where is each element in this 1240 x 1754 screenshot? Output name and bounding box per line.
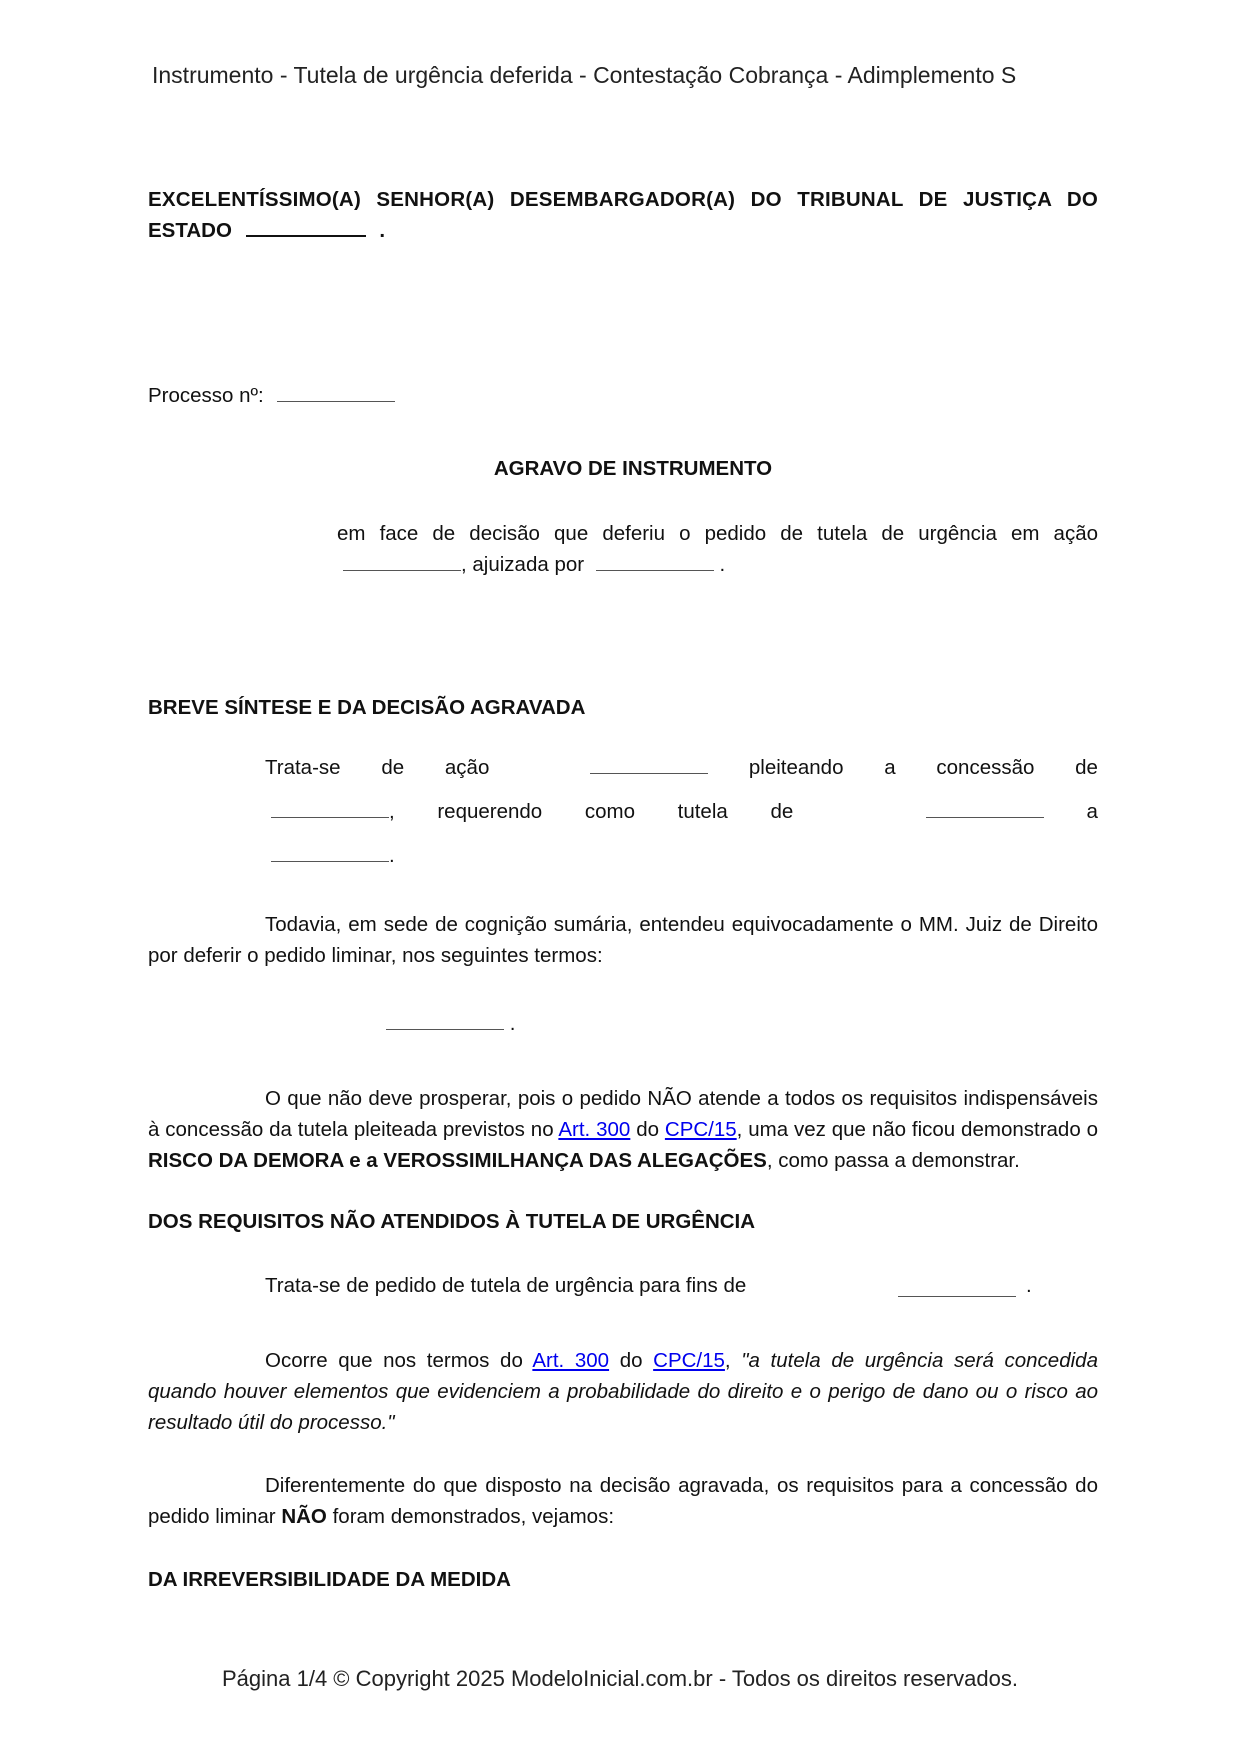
intro-line-2: [337, 549, 1098, 580]
s2p3-text-a: Diferentemente do que disposto na decisão agravada, os requisitos para a concessão do pedido liminar: [148, 1474, 1098, 1528]
section1-paragraph-2: Todavia, em sede de cognição sumária, entendeu equivocadamente o MM. Juiz de Direito por deferir o pedido liminar, nos seguintes termos:: [148, 913, 1098, 967]
section-heading-irreversibilidade: DA IRREVERSIBILIDADE DA MEDIDA: [148, 1568, 511, 1591]
word: de: [1075, 756, 1098, 779]
section1-paragraph-3: [148, 1083, 1098, 1176]
word: tutela: [677, 800, 728, 823]
word: requerendo: [437, 800, 543, 823]
s2p2-text-c: ,: [724, 1349, 731, 1372]
addressee-line-2: [148, 215, 1098, 246]
word: de: [770, 800, 794, 823]
addressee-state-label: ESTADO: [148, 219, 232, 242]
section1-p1-line-2: [265, 796, 1098, 840]
running-header: Instrumento - Tutela de urgência deferida - Contestação Cobrança - Adimplemento S: [152, 62, 1017, 88]
addressee-line-1: EXCELENTÍSSIMO(A) SENHOR(A) DESEMBARGADOR(A) DO TRIBUNAL DE JUSTIÇA DO: [148, 188, 1098, 211]
addressee-period: .: [379, 219, 386, 242]
document-body: [148, 184, 1098, 1595]
word: concessão: [936, 756, 1035, 779]
tutela-blank-field[interactable]: [926, 799, 1044, 818]
decision-quote: [148, 1008, 1098, 1039]
process-number-blank-field[interactable]: [277, 383, 395, 402]
process-label: Processo nº:: [148, 384, 264, 407]
p3-bold-text: RISCO DA DEMORA e a VEROSSIMILHANÇA DAS ALEGAÇÕES: [148, 1149, 767, 1172]
intro-paragraph: [148, 518, 1098, 580]
concession-blank-group: [265, 796, 395, 827]
intro-period: .: [719, 553, 726, 576]
section1-paragraph-1: [148, 752, 1098, 884]
s2p3-text-b: foram demonstrados, vejamos:: [332, 1505, 615, 1528]
period: .: [509, 1012, 516, 1035]
section1-p1-line-3: [265, 840, 1098, 884]
word: Trata-se: [265, 756, 341, 779]
word: como: [584, 800, 635, 823]
decision-quote-blank-field[interactable]: [386, 1011, 504, 1030]
p3-text-a: O que não deve prosperar, pois o pedido NÃO atende a todos os requisitos indispensáveis à concessão da tutela pleiteada previstos no: [148, 1087, 1098, 1141]
intro-filed-by: , ajuizada por: [461, 553, 585, 576]
s2p2-text-a: Ocorre que nos termos do: [265, 1349, 523, 1372]
word: ação: [444, 756, 490, 779]
section2-paragraph-1: [148, 1270, 1098, 1301]
word: a: [1086, 800, 1098, 823]
section2-paragraph-3: [148, 1470, 1098, 1532]
s2p2-text-b: do: [619, 1349, 643, 1372]
word: pleiteando: [748, 756, 844, 779]
cpc-15-link[interactable]: CPC/15: [664, 1118, 737, 1141]
section1-p1-line-1: [265, 752, 1098, 796]
concession-blank-field[interactable]: [271, 799, 389, 818]
action-name-blank-field[interactable]: [590, 755, 708, 774]
p3-text-c: , uma vez que não ficou demonstrado o: [736, 1118, 1098, 1141]
p3-text-d: , como passa a demonstrar.: [766, 1149, 1020, 1172]
word: de: [381, 756, 405, 779]
tutela-object-blank-field[interactable]: [271, 843, 389, 862]
state-blank-field[interactable]: [246, 217, 366, 237]
art-300-link[interactable]: Art. 300: [532, 1349, 610, 1372]
word: a: [884, 756, 896, 779]
page-footer: Página 1/4 © Copyright 2025 ModeloInicial.com.br - Todos os direitos reservados.: [222, 1666, 1018, 1691]
section-heading-breve-sintese: BREVE SÍNTESE E DA DECISÃO AGRAVADA: [148, 696, 586, 719]
intro-line-1: em face de decisão que deferiu o pedido de tutela de urgência em ação: [337, 522, 1098, 545]
purpose-blank-field[interactable]: [898, 1278, 1016, 1297]
section2-paragraph-2: [148, 1345, 1098, 1438]
section-heading-requisitos: DOS REQUISITOS NÃO ATENDIDOS À TUTELA DE URGÊNCIA: [148, 1210, 756, 1233]
action-type-blank-field[interactable]: [343, 552, 461, 571]
petition-title: AGRAVO DE INSTRUMENTO: [493, 457, 773, 480]
art-300-quote: "a tutela de urgência será concedida quando houver elementos que evidenciem a probabilidade do direito e o perigo de dano ou o risco ao resultado útil do processo.": [148, 1349, 1098, 1434]
process-number: [148, 380, 1098, 411]
cpc-15-link[interactable]: CPC/15: [653, 1349, 725, 1372]
period: .: [1026, 1274, 1032, 1297]
s2p3-bold: NÃO: [281, 1505, 327, 1528]
s2p1-text: Trata-se de pedido de tutela de urgência para fins de: [265, 1274, 747, 1297]
p3-text-b: do: [636, 1118, 660, 1141]
period: .: [389, 844, 395, 867]
plaintiff-blank-field[interactable]: [596, 552, 714, 571]
word: ,: [389, 800, 395, 823]
art-300-link[interactable]: Art. 300: [558, 1118, 631, 1141]
addressee-block: [148, 184, 1098, 246]
